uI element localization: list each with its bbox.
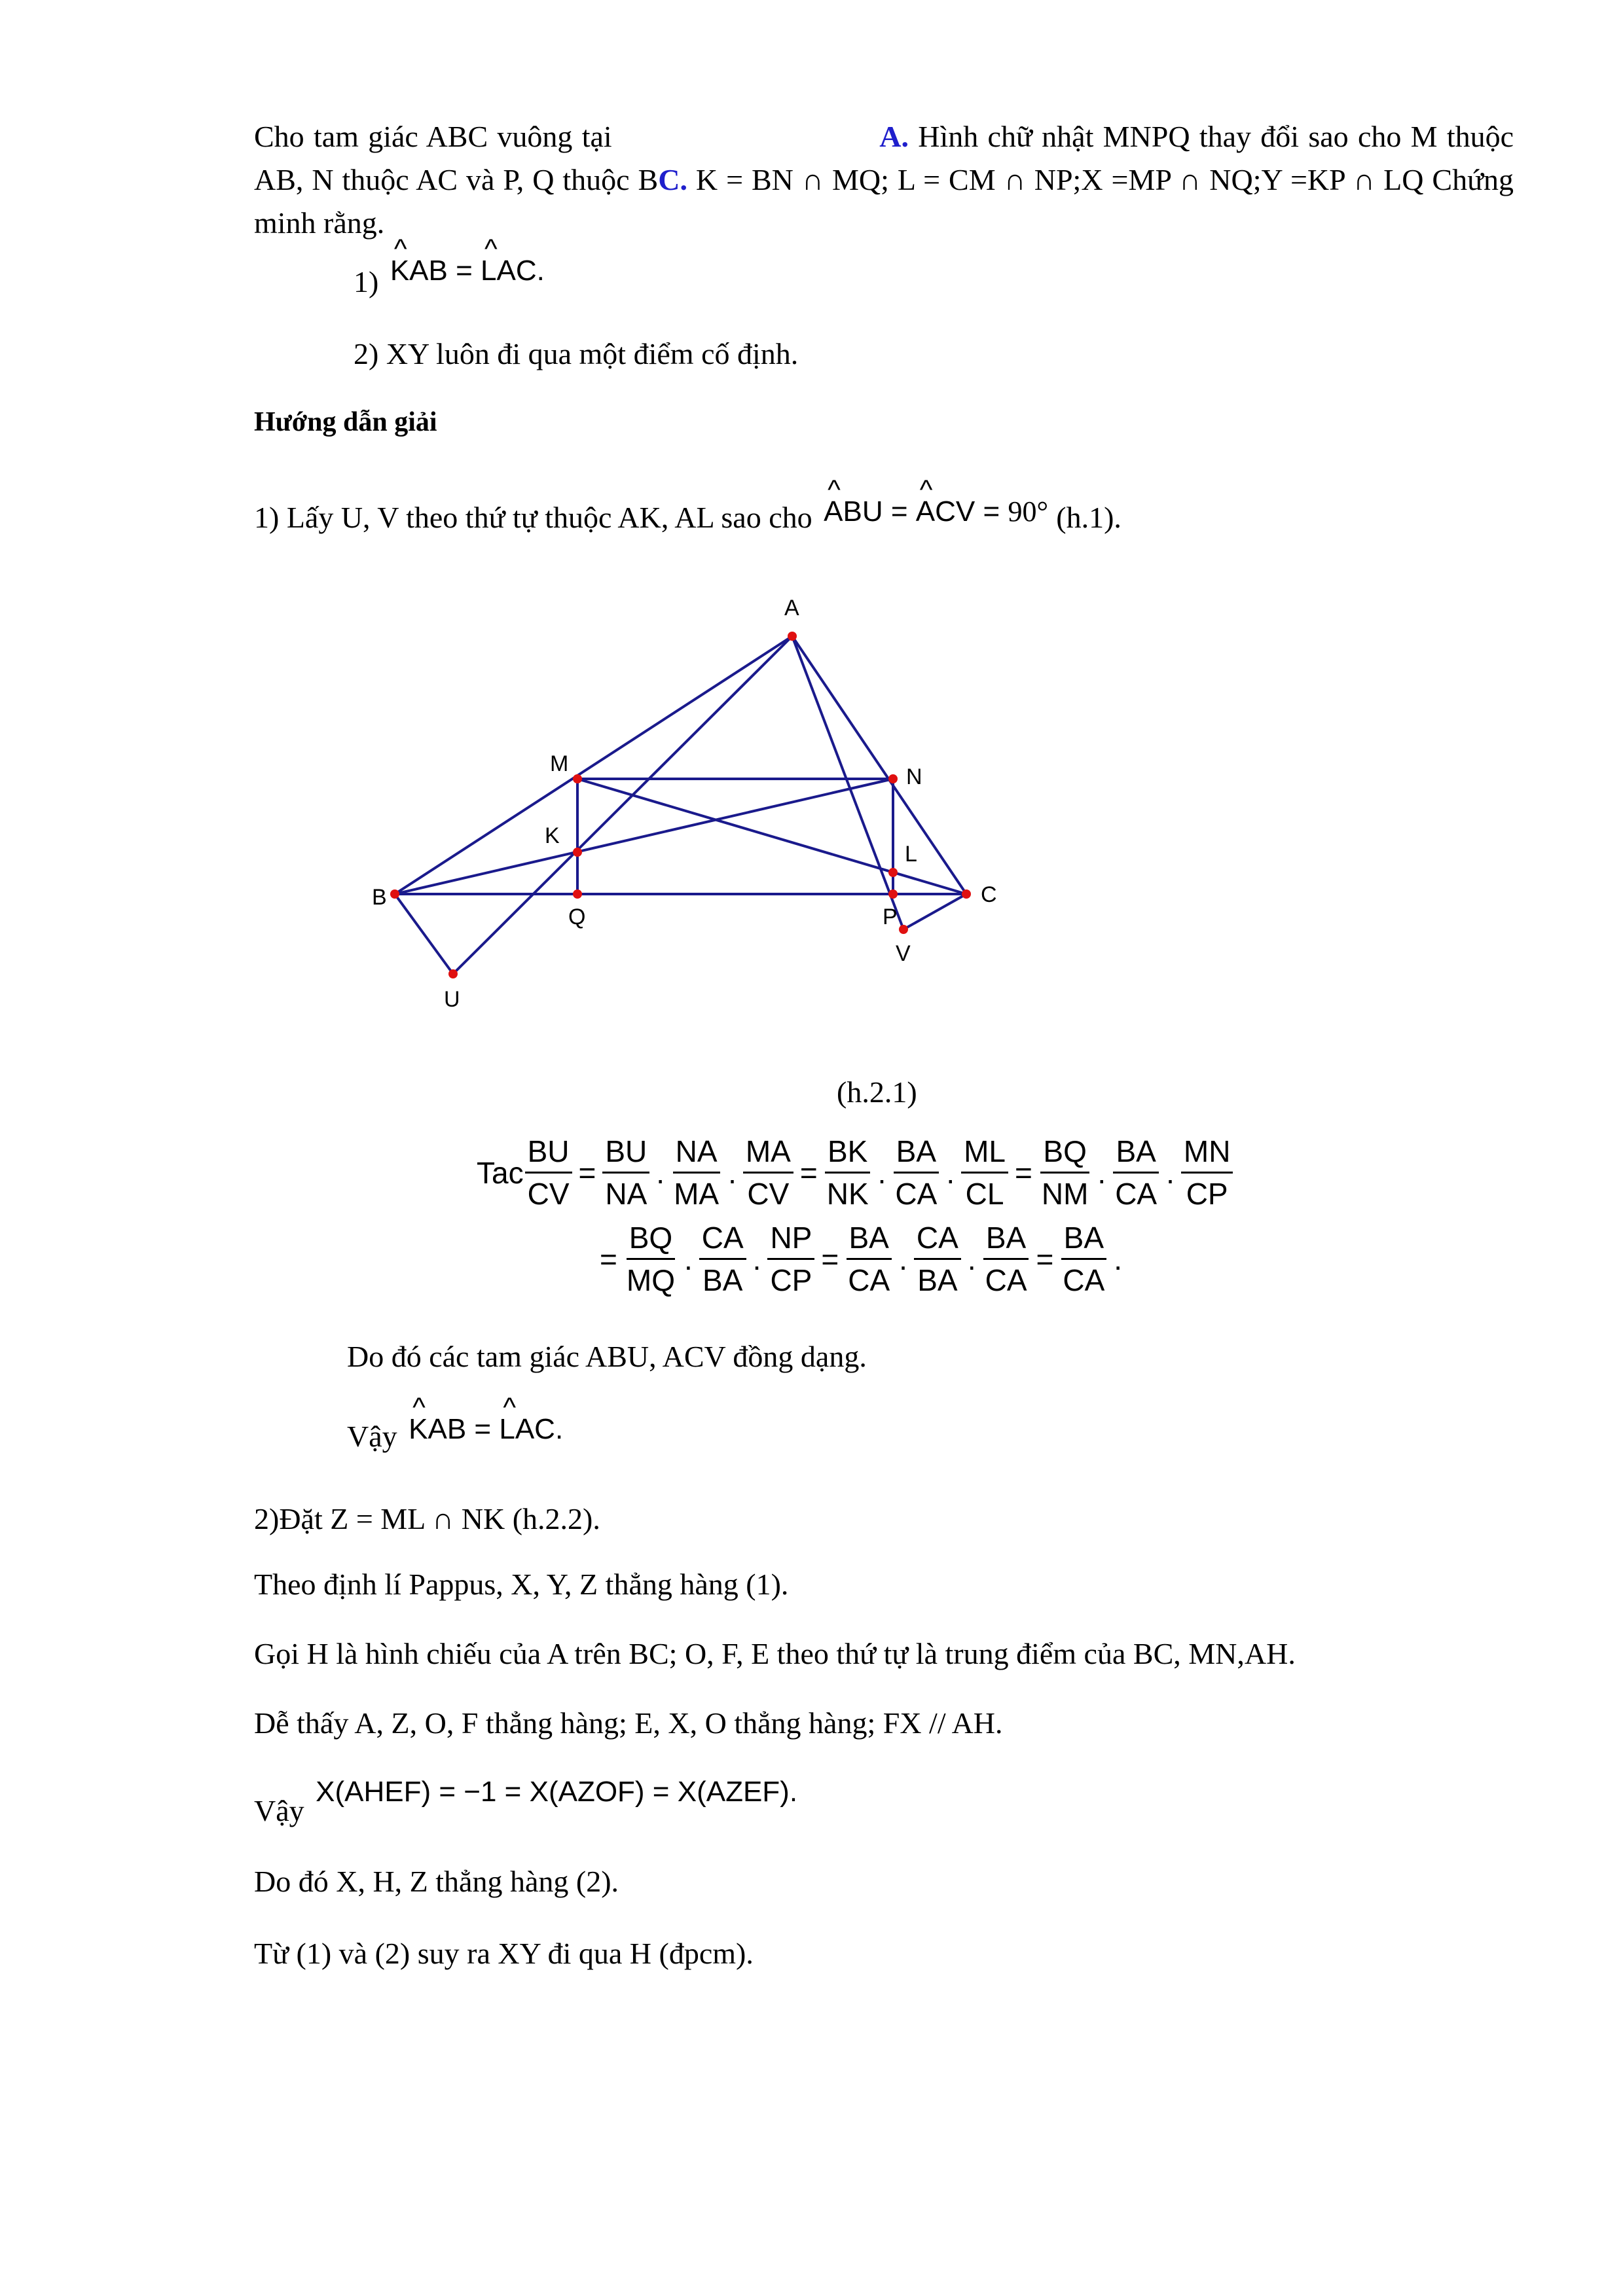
numerator: NA: [673, 1132, 720, 1174]
xhz-line: Do đó X, H, Z thẳng hàng (2).: [254, 1865, 619, 1898]
ninety-degrees: 90°: [1008, 495, 1049, 528]
numerator: BA: [983, 1219, 1029, 1260]
fraction: [671, 1132, 721, 1213]
segment-ab: [395, 636, 792, 894]
similar-triangles: Do đó các tam giác ABU, ACV đồng dạng.: [347, 1340, 867, 1373]
denominator: BA: [702, 1263, 743, 1297]
point-b: [390, 889, 399, 899]
equals-sign: =: [578, 1155, 596, 1190]
equals-sign: =: [1015, 1155, 1032, 1190]
pappus-line: Theo định lí Pappus, X, Y, Z thẳng hàng (1).: [254, 1568, 789, 1601]
numerator: CA: [699, 1219, 746, 1260]
fraction: [1039, 1132, 1091, 1213]
problem-text-2: Hình chữ nhật MNPQ thay đổi sao cho M thuộc AB, N thuộc AC và P, Q thuộc B: [254, 120, 1514, 196]
conclusion-2: [254, 1776, 798, 1827]
point-p: [888, 889, 898, 899]
label-k: K: [545, 823, 560, 848]
denominator: CA: [895, 1177, 938, 1211]
label-n: N: [906, 764, 922, 789]
segment-bn: [395, 779, 893, 894]
point-u: [448, 969, 458, 978]
figure-caption: (h.2.1): [837, 1075, 917, 1109]
part-1: [354, 255, 545, 304]
dot-operator: .: [899, 1242, 907, 1276]
numerator: BQ: [627, 1219, 675, 1260]
numerator: ML: [961, 1132, 1008, 1174]
fraction: [525, 1132, 572, 1213]
angle-lac: ^ LAC: [499, 1408, 555, 1451]
point-q: [573, 889, 582, 899]
part-2: 2) XY luôn đi qua một điểm cố định.: [354, 337, 799, 370]
dot-operator: .: [1097, 1155, 1106, 1190]
cross-ratio-expression: X(AHEF) = −1 = X(AZOF) = X(AZEF).: [316, 1776, 798, 1808]
equation-row-2: [594, 1219, 1127, 1299]
denominator: MQ: [626, 1263, 675, 1297]
problem-text-1: Cho tam giác ABC vuông tại: [254, 120, 612, 153]
numerator: BK: [825, 1132, 870, 1174]
angle-kab: ^ KAB: [390, 249, 448, 293]
dot-operator: .: [946, 1155, 955, 1190]
figure-lines: [395, 636, 966, 974]
label-m: M: [550, 751, 569, 776]
denominator: CA: [1063, 1263, 1105, 1297]
dot-operator: .: [684, 1242, 693, 1276]
fraction: [983, 1219, 1030, 1299]
denominator: CP: [770, 1263, 812, 1297]
label-p: P: [883, 905, 898, 929]
fraction: [824, 1132, 871, 1213]
fraction: [892, 1132, 939, 1213]
label-v: V: [896, 941, 911, 966]
equals-sign: =: [821, 1242, 839, 1276]
dot-operator: .: [728, 1155, 737, 1190]
fraction: [961, 1132, 1008, 1213]
denominator: CL: [965, 1177, 1004, 1211]
figure-reference: (h.1).: [1056, 501, 1122, 534]
dot-operator: .: [752, 1242, 761, 1276]
numerator: BU: [525, 1132, 572, 1174]
segment-bu: [395, 894, 453, 974]
solution-heading: Hướng dẫn giải: [254, 407, 437, 437]
denominator: CA: [848, 1263, 890, 1297]
problem-text-3: K = BN ∩ MQ; L = CM ∩ NP;X =MP ∩ NQ;Y =KP ∩ LQ Chứng minh rằng.: [254, 163, 1514, 240]
point-l: [888, 868, 898, 877]
denominator: NK: [826, 1177, 869, 1211]
numerator: MA: [743, 1132, 793, 1174]
label-b: B: [372, 885, 387, 910]
angle-kab: ^ KAB: [409, 1408, 466, 1451]
fraction: [845, 1219, 892, 1299]
numerator: MN: [1181, 1132, 1233, 1174]
numerator: BA: [1061, 1219, 1106, 1260]
conclusion-1: [347, 1415, 563, 1459]
fraction: [1060, 1219, 1107, 1299]
dot-operator: .: [1114, 1242, 1123, 1276]
segment-au: [453, 636, 792, 974]
point-n: [888, 774, 898, 783]
segment-ac: [792, 636, 966, 894]
denominator: CV: [747, 1177, 790, 1211]
equals-sign: =: [983, 495, 1000, 528]
fraction: [767, 1219, 814, 1299]
fraction: [602, 1132, 649, 1213]
dot-operator: .: [1166, 1155, 1175, 1190]
label-a: A: [784, 596, 799, 620]
point-k: [573, 848, 582, 857]
denominator: NM: [1041, 1177, 1089, 1211]
dot-operator: .: [877, 1155, 886, 1190]
numerator: BU: [602, 1132, 649, 1174]
final-conclusion: Từ (1) và (2) suy ra XY đi qua H (đpcm).: [254, 1937, 754, 1970]
geometry-figure: [367, 583, 1087, 1041]
segment-av: [792, 636, 903, 929]
fraction: [1181, 1132, 1233, 1213]
denominator: MA: [674, 1177, 720, 1211]
equation-prefix: Tac: [477, 1155, 524, 1190]
equals-sign: =: [474, 1413, 492, 1445]
solution-1: [254, 496, 1122, 540]
denominator: CP: [1186, 1177, 1228, 1211]
angle-lac: ^ LAC: [481, 249, 537, 293]
numerator: BA: [894, 1132, 939, 1174]
fraction: [743, 1132, 793, 1213]
label-q: Q: [568, 905, 586, 929]
point-a: [788, 632, 797, 641]
label-c: C: [981, 882, 997, 907]
fraction: [699, 1219, 746, 1299]
projection-line: Gọi H là hình chiếu của A trên BC; O, F, E theo thứ tự là trung điểm của BC, MN,AH.: [254, 1637, 1296, 1670]
segment-cm: [577, 779, 966, 894]
denominator: CA: [985, 1263, 1027, 1297]
period: .: [555, 1413, 564, 1445]
fraction: [1112, 1132, 1159, 1213]
denominator: CA: [1115, 1177, 1158, 1211]
solution-2: 2)Đặt Z = ML ∩ NK (h.2.2).: [254, 1502, 600, 1535]
equals-sign: =: [1036, 1242, 1054, 1276]
vertex-c-mark: C.: [658, 163, 687, 196]
vertex-a-mark: A.: [879, 120, 909, 153]
problem-statement: [254, 115, 1514, 245]
equals-sign: =: [456, 255, 473, 287]
dot-operator: .: [656, 1155, 665, 1190]
point-v: [899, 925, 908, 934]
numerator: BA: [1113, 1132, 1158, 1174]
denominator: CV: [527, 1177, 570, 1211]
period: .: [536, 255, 545, 287]
fraction: [624, 1219, 678, 1299]
angle-abu: ^ ABU: [824, 490, 883, 533]
part-1-number: 1): [354, 265, 379, 298]
denominator: NA: [605, 1177, 647, 1211]
numerator: CA: [914, 1219, 961, 1260]
point-c: [962, 889, 971, 899]
fraction: [914, 1219, 961, 1299]
vay-word: Vậy: [254, 1794, 304, 1827]
numerator: BA: [847, 1219, 892, 1260]
numerator: BQ: [1040, 1132, 1089, 1174]
segment-cv: [903, 894, 966, 929]
angle-acv: ^ ACV: [916, 490, 975, 533]
equation-row-1: [477, 1132, 1234, 1213]
collinear-line: Dễ thấy A, Z, O, F thẳng hàng; E, X, O thẳng hàng; FX // AH.: [254, 1706, 1003, 1740]
label-u: U: [444, 987, 460, 1012]
equals-sign: =: [799, 1155, 818, 1190]
numerator: NP: [767, 1219, 814, 1260]
label-l: L: [905, 842, 917, 867]
denominator: BA: [917, 1263, 958, 1297]
equals-sign: =: [600, 1242, 617, 1276]
figure-labels: [372, 596, 997, 1012]
solution-1-text: 1) Lấy U, V theo thứ tự thuộc AK, AL sao cho: [254, 501, 812, 534]
dot-operator: .: [967, 1242, 976, 1276]
equals-sign: =: [890, 495, 908, 528]
point-m: [573, 774, 582, 783]
vay-word: Vậy: [347, 1420, 397, 1453]
